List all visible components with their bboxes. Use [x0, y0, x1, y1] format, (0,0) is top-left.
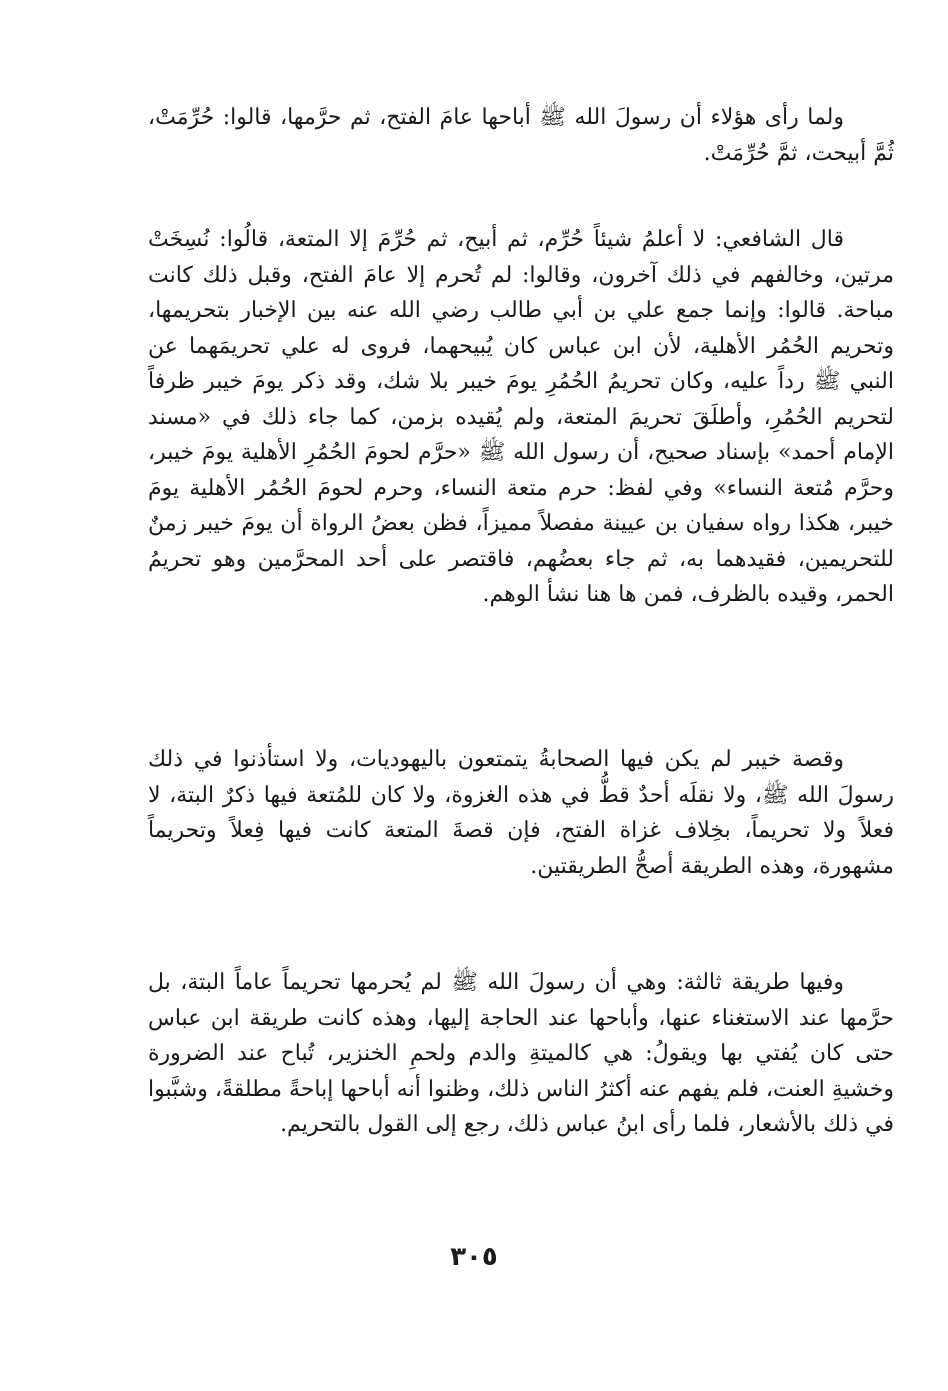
paragraph-3 — [148, 742, 894, 884]
paragraph-4-text: وفيها طريقة ثالثة: وهي أن رسولَ الله ﷺ لم يُحرمها تحريماً عاماً البتة، بل حرَّمها عند الاستغناء عنها، وأباحها عند الحاجة إليها، وهذه كانت طريقة ابن عباس حتى كان يُفتي بها ويقولُ: هي كالميتةِ والدم ولحمِ الخنزير، تُباح عند الضرورة وخشيةِ العنت، فلم يفهم عنه أكثرُ الناس ذلك، وظنوا أنه أباحها إباحةً مطلقةً، وشبَّبوا في ذلك بالأشعار، فلما رأى ابنُ عباس ذلك، رجع إلى القول بالتحريم. — [148, 970, 894, 1137]
paragraph-4 — [148, 965, 894, 1143]
paragraph-2-text: قال الشافعي: لا أعلمُ شيئاً حُرِّم، ثم أبيح، ثم حُرِّمَ إلا المتعة، قالُوا: نُسِخَتْ مرتين، وخالفهم في ذلك آخرون، وقالوا: لم تُحرم إلا عامَ الفتح، وقبل ذلك كانت مباحة. قالوا: وإنما جمع علي بن أبي طالب رضي الله عنه بين الإخبار بتحريمها، وتحريم الحُمُر الأهلية، لأن ابن عباس كان يُبيحهما، فروى له علي تحريمَهما عن النبي ﷺ رداً عليه، وكان تحريمُ الحُمُرِ يومَ خيبر بلا شك، وقد ذكر يومَ خيبر ظرفاً لتحريم الحُمُرِ، وأطلَقَ تحريمَ المتعة، ولم يُقيده بزمن، كما جاء ذلك في «مسند الإمام أحمد» بإسناد صحيح، أن رسول الله ﷺ «حرَّم لحومَ الحُمُرِ الأهلية يومَ خيبر، وحرَّم مُتعة النساء» وفي لفظ: حرم متعة النساء، وحرم لحومَ الحُمُر الأهلية يومَ خيبر، هكذا رواه سفيان بن عيينة مفصلاً مميزاً، فظن بعضُ الرواة أن يومَ خيبر زمنٌ للتحريمين، فقيدهما به، ثم جاء بعضُهم، فاقتصر على أحد المحرَّمين وهو تحريمُ الحمر، وقيده بالظرف، فمن ها هنا نشأ الوهم. — [148, 227, 894, 607]
paragraph-2 — [148, 222, 894, 613]
paragraph-1 — [148, 100, 894, 171]
paragraph-1-text: ولما رأى هؤلاء أن رسولَ الله ﷺ أباحها عامَ الفتح، ثم حرَّمها، قالوا: حُرِّمَتْ، ثُمَّ أبيحت، ثمَّ حُرِّمَتْ. — [148, 105, 894, 166]
paragraph-3-text: وقصة خيبر لم يكن فيها الصحابةُ يتمتعون باليهوديات، ولا استأذنوا في ذلك رسولَ الله ﷺ، ولا نقلَه أحدٌ قطُّ في هذه الغزوة، ولا كان للمُتعة فيها ذكرٌ البتة، لا فعلاً ولا تحريماً، بخِلاف غزاة الفتح، فإن قصةَ المتعة كانت فيها فِعلاً وتحريماً مشهورة، وهذه الطريقة أصحُّ الطريقتين. — [148, 747, 894, 879]
page-number: ٣٠٥ — [450, 1242, 498, 1272]
